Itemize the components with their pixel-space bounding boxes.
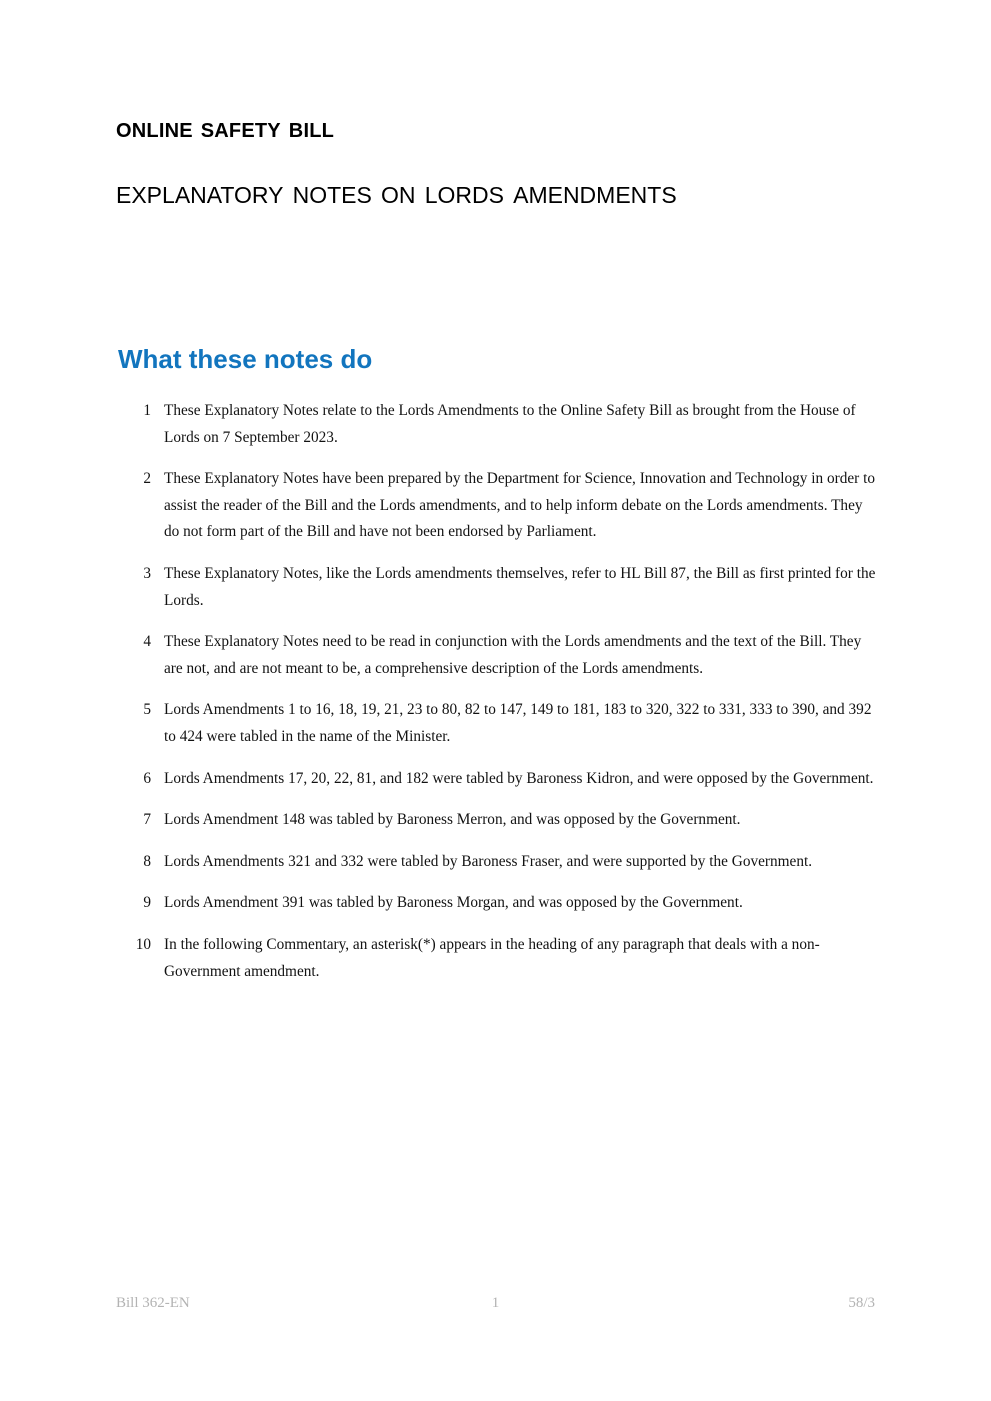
explanatory-notes-list [116,398,876,985]
list-item [116,766,876,793]
footer-page-number: 1 [491,1295,500,1311]
note-text: Lords Amendment 391 was tabled by Baroness Morgan, and was opposed by the Government. [164,894,743,912]
note-text: Lords Amendments 321 and 332 were tabled by Baroness Fraser, and were supported by the Government. [164,852,813,870]
note-number: 7 [143,811,151,829]
note-text: These Explanatory Notes need to be read in conjunction with the Lords amendments and the text of the Bill. They are not, and are not meant to be, a comprehensive description of the Lords amendments. [164,633,862,677]
note-text: These Explanatory Notes, like the Lords amendments themselves, refer to HL Bill 87, the Bill as first printed for the Lords. [164,564,876,609]
list-item [116,398,876,451]
note-text: Lords Amendments 17, 20, 22, 81, and 182 were tabled by Baroness Kidron, and were opposed by the Government. [164,769,874,787]
title-block [116,112,876,214]
list-item [116,466,876,546]
note-text: In the following Commentary, an asterisk(*) appears in the heading of any paragraph that deals with a non-Government amendment. [164,935,820,980]
list-item [116,697,876,750]
note-number: 6 [143,769,151,787]
list-item [116,807,876,834]
list-item [116,629,876,682]
page-footer [116,1295,875,1312]
note-number: 2 [143,470,151,488]
footer-print-reference: 58/3 [848,1295,875,1311]
list-item [116,932,876,985]
list-item [116,849,876,876]
note-number: 8 [143,852,151,870]
note-number: 3 [143,564,151,582]
note-text: These Explanatory Notes have been prepared by the Department for Science, Innovation and Technology in order to assist the reader of the Bill and the Lords amendments, and to help inform debate on the Lords amendments. They do not form part of the Bill and have not been endorsed by Parliament. [164,470,875,541]
note-text: Lords Amendment 148 was tabled by Baroness Merron, and was opposed by the Government. [164,811,741,829]
page-subtitle: explanatory notes on lords amendments [116,173,677,211]
note-number: 5 [143,701,151,719]
note-number: 1 [143,402,151,419]
note-number: 9 [143,894,151,912]
list-item [116,561,876,614]
note-text: These Explanatory Notes relate to the Lords Amendments to the Online Safety Bill as brought from the House of Lords on 7 September 2023. [164,402,856,446]
note-number: 4 [143,633,151,651]
list-item [116,890,876,917]
note-number: 10 [135,935,151,953]
page-title: online safety bill [116,112,335,143]
note-text: Lords Amendments 1 to 16, 18, 19, 21, 23 to 80, 82 to 147, 149 to 181, 183 to 320, 322 to 331, 333 to 390, and 392 to 424 were tabled in the name of the Minister. [164,701,872,745]
footer-bill-reference: Bill 362-EN [116,1295,190,1311]
section-heading-what-these-notes-do: What these notes do [118,344,373,374]
